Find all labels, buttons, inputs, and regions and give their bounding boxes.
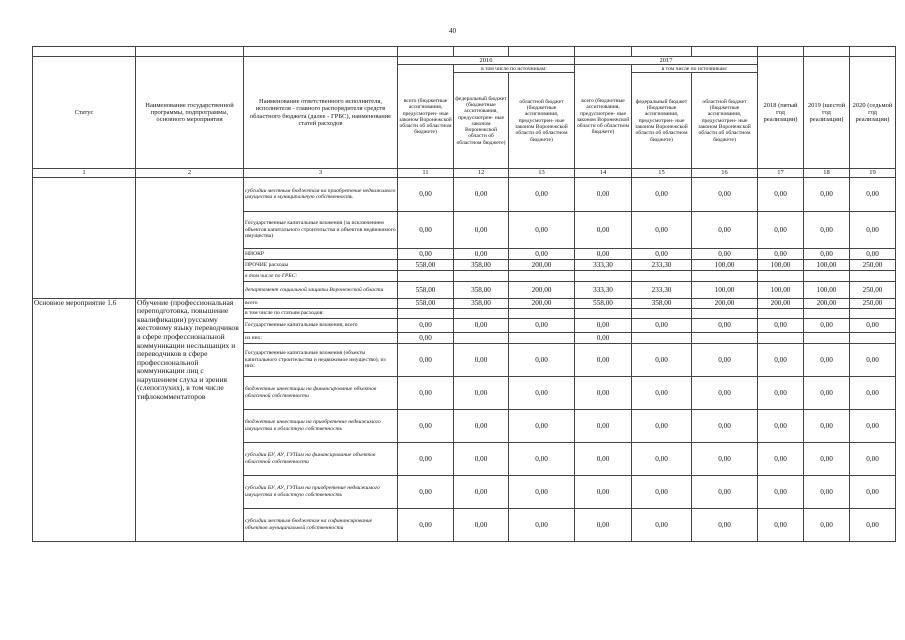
value-cell: 0,00 bbox=[632, 475, 692, 508]
value-cell: 200,00 bbox=[509, 259, 575, 270]
value-cell: 200,00 bbox=[509, 281, 575, 298]
expense-item-label: субсидии БУ, АУ, ГУПам на финансирование объектов областной собственности bbox=[244, 442, 398, 475]
header-sources-2016: в том числе по источникам: bbox=[454, 65, 575, 73]
value-cell bbox=[632, 270, 692, 281]
header-total-2016: всего (бюджетные ассигнования, предусмотрен- ные законом Воронежской области об областном бюджете) bbox=[398, 65, 454, 169]
value-cell: 0,00 bbox=[758, 475, 804, 508]
column-number: 17 bbox=[758, 169, 804, 177]
value-cell: 0,00 bbox=[509, 177, 575, 211]
column-number: 18 bbox=[804, 169, 850, 177]
table-row bbox=[33, 211, 896, 248]
value-cell: 0,00 bbox=[575, 211, 632, 248]
value-cell: 0,00 bbox=[692, 376, 758, 409]
value-cell: 0,00 bbox=[509, 442, 575, 475]
value-cell: 0,00 bbox=[804, 343, 850, 376]
value-cell: 0,00 bbox=[632, 442, 692, 475]
header-2020: 2020 (седьмой год реализации) bbox=[850, 57, 896, 169]
status-cell-empty bbox=[33, 270, 136, 281]
value-cell: 0,00 bbox=[509, 376, 575, 409]
value-cell: 0,00 bbox=[509, 211, 575, 248]
value-cell: 0,00 bbox=[509, 409, 575, 442]
column-number: 12 bbox=[454, 169, 509, 177]
value-cell: 0,00 bbox=[758, 211, 804, 248]
value-cell: 0,00 bbox=[632, 409, 692, 442]
value-cell: 0,00 bbox=[804, 442, 850, 475]
value-cell: 233,30 bbox=[632, 281, 692, 298]
value-cell: 0,00 bbox=[398, 409, 454, 442]
value-cell: 0,00 bbox=[632, 211, 692, 248]
value-cell: 0,00 bbox=[850, 376, 896, 409]
status-cell-empty bbox=[33, 259, 136, 270]
column-number: 1 bbox=[33, 169, 136, 177]
value-cell: 0,00 bbox=[850, 211, 896, 248]
table-row bbox=[33, 281, 896, 298]
value-cell: 358,00 bbox=[632, 298, 692, 308]
value-cell: 100,00 bbox=[758, 281, 804, 298]
header-executor: Наименование ответственного исполнителя, исполнителя - главного распорядителя средств областного бюджета (далее - ГРБС), наименование статей расходов bbox=[244, 57, 398, 169]
blank-header-row bbox=[33, 47, 896, 57]
value-cell: 0,00 bbox=[454, 177, 509, 211]
header-2018: 2018 (пятый год реализации) bbox=[758, 57, 804, 169]
header-sources-2017: в том числе по источникам: bbox=[632, 65, 758, 73]
value-cell: 0,00 bbox=[632, 376, 692, 409]
value-cell: 0,00 bbox=[692, 343, 758, 376]
value-cell bbox=[758, 308, 804, 318]
expense-item-label: ПРОЧИЕ расходы bbox=[244, 259, 398, 270]
activity-status: Основное мероприятие 1.6 bbox=[33, 298, 136, 541]
value-cell bbox=[692, 332, 758, 343]
value-cell: 0,00 bbox=[509, 343, 575, 376]
value-cell: 0,00 bbox=[804, 318, 850, 332]
value-cell: 558,00 bbox=[398, 259, 454, 270]
value-cell: 0,00 bbox=[758, 409, 804, 442]
value-cell: 358,00 bbox=[454, 281, 509, 298]
value-cell: 358,00 bbox=[454, 259, 509, 270]
expense-item-label: в том числе по статьям расходов: bbox=[244, 308, 398, 318]
value-cell: 0,00 bbox=[850, 442, 896, 475]
value-cell: 0,00 bbox=[758, 343, 804, 376]
value-cell: 0,00 bbox=[758, 376, 804, 409]
year-row bbox=[33, 57, 896, 65]
value-cell bbox=[692, 270, 758, 281]
value-cell: 0,00 bbox=[632, 248, 692, 259]
value-cell: 0,00 bbox=[454, 508, 509, 541]
value-cell: 200,00 bbox=[758, 298, 804, 308]
value-cell: 0,00 bbox=[804, 409, 850, 442]
expense-item-label: субсидии местным бюджетам на приобретение недвижимого имущества в муниципальную собственность bbox=[244, 177, 398, 211]
activity-name: Обучение (профессиональная переподготовка, повышение квалификации) русскому жестовому языку переводчиков в сфере профессиональной коммуникации неслышащих и переводчиков в сфере профессиональной коммуникации лиц с нарушением слуха и зрения (слепоглухих), в том числе тифлокомментаторов bbox=[136, 298, 244, 541]
value-cell bbox=[804, 332, 850, 343]
value-cell: 333,30 bbox=[575, 281, 632, 298]
table-row bbox=[33, 298, 896, 308]
column-number: 13 bbox=[509, 169, 575, 177]
value-cell: 0,00 bbox=[692, 475, 758, 508]
value-cell bbox=[632, 308, 692, 318]
value-cell: 0,00 bbox=[398, 318, 454, 332]
table-row bbox=[33, 177, 896, 211]
value-cell: 0,00 bbox=[454, 343, 509, 376]
expense-item-label: субсидии БУ, АУ, ГУПам на приобретение недвижимого имущества в областную собственность bbox=[244, 475, 398, 508]
value-cell bbox=[758, 270, 804, 281]
value-cell: 0,00 bbox=[804, 475, 850, 508]
budget-table bbox=[32, 46, 896, 542]
header-status: Статус bbox=[33, 57, 136, 169]
status-cell-empty bbox=[33, 248, 136, 259]
value-cell: 0,00 bbox=[575, 409, 632, 442]
value-cell bbox=[454, 308, 509, 318]
value-cell: 0,00 bbox=[804, 211, 850, 248]
expense-item-label: НИОКР bbox=[244, 248, 398, 259]
value-cell: 0,00 bbox=[758, 177, 804, 211]
column-number: 19 bbox=[850, 169, 896, 177]
header-total-2017: всего (бюджетные ассигнования, предусмотрен- ные законом Воронежской области об областном бюджете) bbox=[575, 65, 632, 169]
value-cell: 0,00 bbox=[575, 376, 632, 409]
value-cell: 0,00 bbox=[454, 211, 509, 248]
value-cell: 0,00 bbox=[575, 343, 632, 376]
column-number: 14 bbox=[575, 169, 632, 177]
value-cell: 200,00 bbox=[804, 298, 850, 308]
header-program: Наименование государственной программы, подпрограммы, основного мероприятия bbox=[136, 57, 244, 169]
value-cell: 0,00 bbox=[758, 442, 804, 475]
value-cell: 0,00 bbox=[692, 409, 758, 442]
program-cell-empty bbox=[136, 211, 244, 248]
value-cell: 358,00 bbox=[454, 298, 509, 308]
value-cell: 100,00 bbox=[804, 259, 850, 270]
value-cell: 0,00 bbox=[509, 318, 575, 332]
value-cell: 0,00 bbox=[454, 318, 509, 332]
value-cell: 100,00 bbox=[692, 281, 758, 298]
value-cell bbox=[804, 308, 850, 318]
value-cell: 250,00 bbox=[850, 281, 896, 298]
value-cell bbox=[454, 270, 509, 281]
table-row bbox=[33, 259, 896, 270]
value-cell: 0,00 bbox=[850, 318, 896, 332]
value-cell: 0,00 bbox=[454, 409, 509, 442]
value-cell: 0,00 bbox=[454, 376, 509, 409]
value-cell bbox=[692, 308, 758, 318]
table-row bbox=[33, 248, 896, 259]
value-cell: 100,00 bbox=[804, 281, 850, 298]
expense-item-label: Государственные капитальные вложения, всего bbox=[244, 318, 398, 332]
expense-item-label: из них: bbox=[244, 332, 398, 343]
table-row bbox=[33, 270, 896, 281]
column-number: 11 bbox=[398, 169, 454, 177]
value-cell bbox=[398, 308, 454, 318]
program-cell-empty bbox=[136, 270, 244, 281]
header-federal-2016: федеральный бюджет (бюджетные ассигнования, предусмотрен- ные законом Воронежской области об областном бюджете) bbox=[454, 73, 509, 169]
value-cell bbox=[509, 308, 575, 318]
value-cell: 0,00 bbox=[398, 376, 454, 409]
value-cell bbox=[575, 308, 632, 318]
value-cell: 0,00 bbox=[632, 318, 692, 332]
column-number-row bbox=[33, 169, 896, 177]
value-cell bbox=[850, 308, 896, 318]
status-cell-empty bbox=[33, 177, 136, 211]
value-cell: 0,00 bbox=[575, 177, 632, 211]
value-cell: 0,00 bbox=[692, 211, 758, 248]
value-cell: 100,00 bbox=[692, 259, 758, 270]
value-cell: 558,00 bbox=[398, 281, 454, 298]
value-cell: 0,00 bbox=[692, 318, 758, 332]
expense-item-label: департамент социальной защиты Воронежской области bbox=[244, 281, 398, 298]
header-2019: 2019 (шестой год реализации) bbox=[804, 57, 850, 169]
value-cell: 0,00 bbox=[632, 343, 692, 376]
value-cell: 0,00 bbox=[850, 248, 896, 259]
value-cell: 233,30 bbox=[632, 259, 692, 270]
value-cell bbox=[850, 332, 896, 343]
value-cell bbox=[509, 270, 575, 281]
header-year-2016: 2016 bbox=[398, 57, 575, 65]
header-year-2017: 2017 bbox=[575, 57, 758, 65]
value-cell: 0,00 bbox=[398, 211, 454, 248]
value-cell: 0,00 bbox=[398, 442, 454, 475]
program-cell-empty bbox=[136, 177, 244, 211]
value-cell: 0,00 bbox=[454, 442, 509, 475]
value-cell: 0,00 bbox=[692, 508, 758, 541]
value-cell: 200,00 bbox=[692, 298, 758, 308]
value-cell: 0,00 bbox=[575, 318, 632, 332]
expense-item-label: Государственные капитальные вложения (за исключением объектов капитального строительства и объектов недвижимого имущества) bbox=[244, 211, 398, 248]
value-cell: 0,00 bbox=[804, 248, 850, 259]
header-regional-2017: областной бюджет (бюджетные ассигнования, предусмотрен- ные законом Воронежской области об областном бюджете) bbox=[692, 73, 758, 169]
expense-item-label: бюджетные инвестиции на приобретение недвижимого имущества в областную собственность bbox=[244, 409, 398, 442]
program-cell-empty bbox=[136, 259, 244, 270]
value-cell: 0,00 bbox=[632, 508, 692, 541]
value-cell: 250,00 bbox=[850, 259, 896, 270]
value-cell: 0,00 bbox=[850, 177, 896, 211]
value-cell bbox=[804, 270, 850, 281]
value-cell: 0,00 bbox=[804, 376, 850, 409]
value-cell: 0,00 bbox=[758, 248, 804, 259]
value-cell bbox=[758, 332, 804, 343]
program-cell-empty bbox=[136, 281, 244, 298]
expense-item-label: бюджетные инвестиции на финансирование объектов областной собственности bbox=[244, 376, 398, 409]
expense-item-label: в том числе по ГРБС: bbox=[244, 270, 398, 281]
value-cell bbox=[632, 332, 692, 343]
value-cell bbox=[398, 270, 454, 281]
value-cell: 200,00 bbox=[509, 298, 575, 308]
value-cell: 0,00 bbox=[692, 248, 758, 259]
value-cell: 0,00 bbox=[509, 475, 575, 508]
value-cell: 0,00 bbox=[758, 508, 804, 541]
value-cell: 558,00 bbox=[398, 298, 454, 308]
value-cell bbox=[509, 332, 575, 343]
column-number: 16 bbox=[692, 169, 758, 177]
value-cell: 0,00 bbox=[850, 508, 896, 541]
value-cell: 333,30 bbox=[575, 259, 632, 270]
value-cell: 0,00 bbox=[692, 177, 758, 211]
value-cell: 0,00 bbox=[509, 248, 575, 259]
value-cell: 0,00 bbox=[850, 409, 896, 442]
header-regional-2016: областной бюджет (бюджетные ассигнования, предусмотрен- ные законом Воронежской области об областном бюджете) bbox=[509, 73, 575, 169]
value-cell: 0,00 bbox=[398, 508, 454, 541]
value-cell: 0,00 bbox=[398, 343, 454, 376]
value-cell: 100,00 bbox=[758, 259, 804, 270]
status-cell-empty bbox=[33, 211, 136, 248]
value-cell: 0,00 bbox=[804, 508, 850, 541]
value-cell bbox=[454, 332, 509, 343]
value-cell: 0,00 bbox=[454, 248, 509, 259]
expense-item-label: всего bbox=[244, 298, 398, 308]
value-cell: 0,00 bbox=[575, 442, 632, 475]
value-cell: 0,00 bbox=[575, 248, 632, 259]
expense-item-label: субсидии местным бюджетам на софинансирование объектов муниципальной собственности bbox=[244, 508, 398, 541]
value-cell: 0,00 bbox=[850, 343, 896, 376]
column-number: 2 bbox=[136, 169, 244, 177]
value-cell: 0,00 bbox=[758, 318, 804, 332]
value-cell: 0,00 bbox=[509, 508, 575, 541]
value-cell: 0,00 bbox=[398, 475, 454, 508]
page-number: 40 bbox=[449, 27, 456, 35]
value-cell: 0,00 bbox=[575, 332, 632, 343]
status-cell-empty bbox=[33, 281, 136, 298]
header-federal-2017: федеральный бюджет (бюджетные ассигнования, предусмотрен- ные законом Воронежской области об областном бюджете) bbox=[632, 73, 692, 169]
value-cell: 0,00 bbox=[632, 177, 692, 211]
column-number: 15 bbox=[632, 169, 692, 177]
value-cell: 0,00 bbox=[575, 475, 632, 508]
column-number: 3 bbox=[244, 169, 398, 177]
value-cell bbox=[850, 270, 896, 281]
value-cell: 0,00 bbox=[692, 442, 758, 475]
value-cell: 0,00 bbox=[804, 177, 850, 211]
value-cell: 0,00 bbox=[454, 475, 509, 508]
value-cell: 0,00 bbox=[398, 248, 454, 259]
value-cell bbox=[575, 270, 632, 281]
value-cell: 558,00 bbox=[575, 298, 632, 308]
expense-item-label: Государственные капитальные вложения (объекты капитального строительства и недвижимое имущество), из них: bbox=[244, 343, 398, 376]
value-cell: 0,00 bbox=[575, 508, 632, 541]
program-cell-empty bbox=[136, 248, 244, 259]
value-cell: 0,00 bbox=[398, 332, 454, 343]
value-cell: 0,00 bbox=[398, 177, 454, 211]
value-cell: 0,00 bbox=[850, 475, 896, 508]
value-cell: 250,00 bbox=[850, 298, 896, 308]
